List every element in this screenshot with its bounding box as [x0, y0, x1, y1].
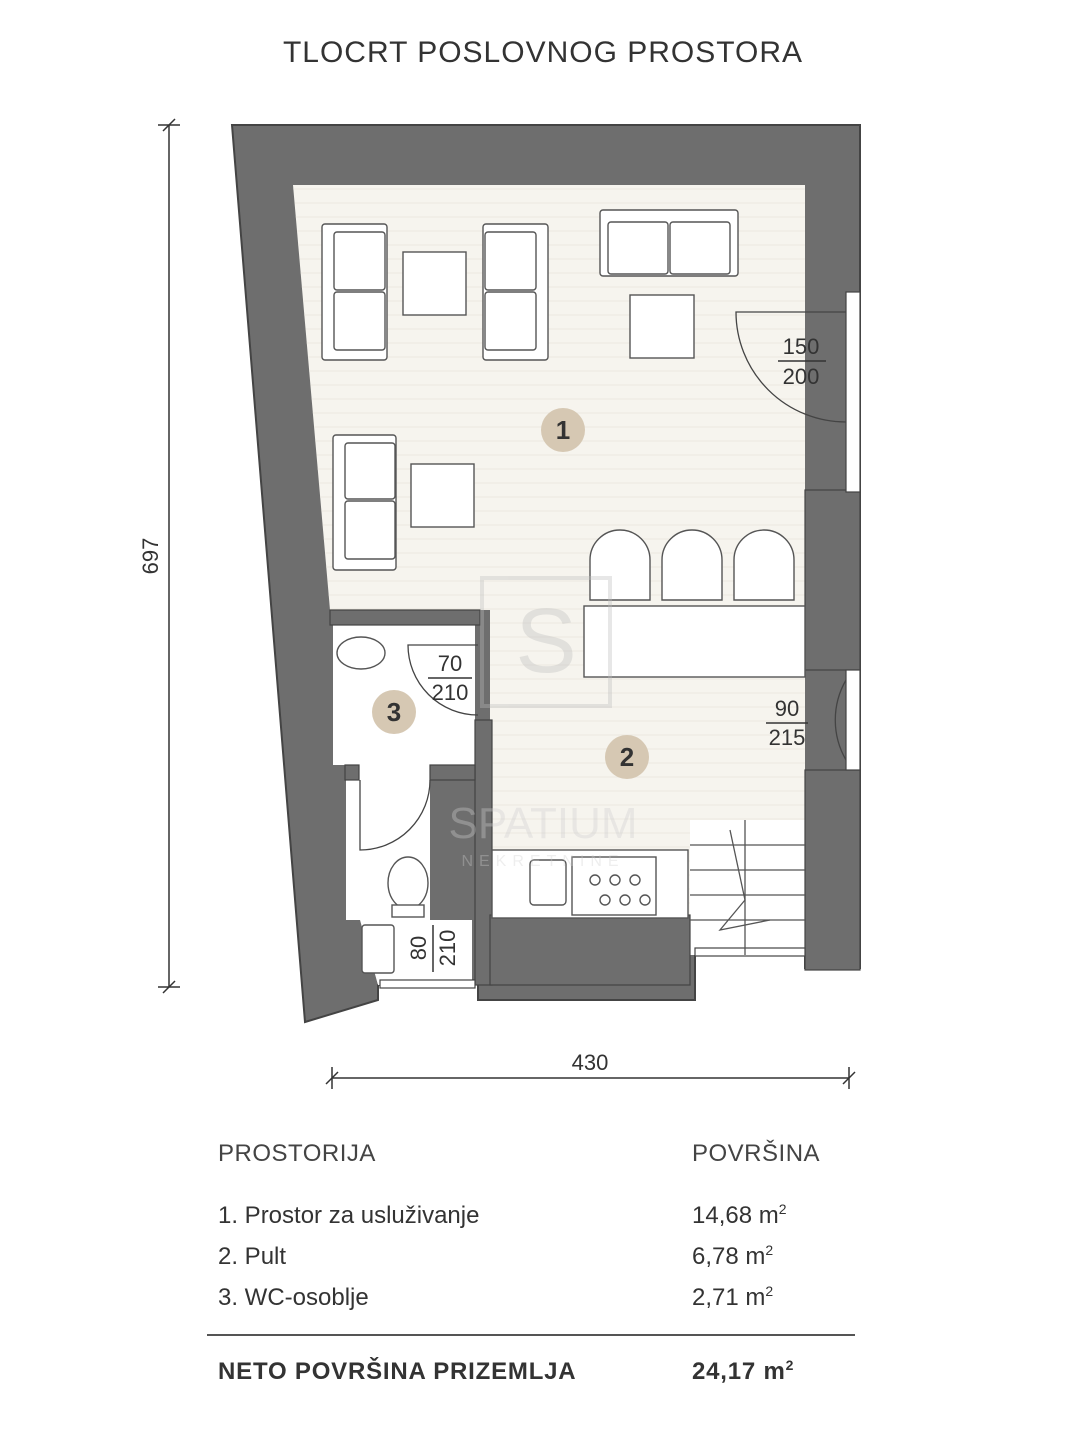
door-4-width: 80	[406, 935, 431, 961]
table-header-area: POVRŠINA	[692, 1140, 821, 1167]
door-1-width: 150	[782, 334, 820, 359]
bar-stool-2	[662, 530, 722, 600]
room-row-1-name: 1. Prostor za usluživanje	[218, 1202, 480, 1229]
room-row-1-area-exp: 2	[778, 1201, 787, 1217]
room-row-2-area-exp: 2	[765, 1242, 774, 1258]
toilet	[388, 857, 428, 909]
bar-stool-3	[734, 530, 794, 600]
width-dimension	[326, 1050, 855, 1089]
height-dimension	[138, 119, 180, 993]
table-divider	[207, 1334, 855, 1336]
page-title: TLOCRT POSLOVNOG PROSTORA	[282, 36, 804, 69]
room-row-3-area	[692, 1284, 773, 1312]
door-1-height: 200	[782, 364, 820, 389]
width-dimension-label: 430	[571, 1050, 609, 1075]
total-area	[692, 1358, 794, 1386]
watermark-sub: NEKRETNINE	[461, 853, 625, 870]
door-4-height: 210	[435, 929, 460, 967]
room-3-marker-label: 3	[386, 697, 402, 727]
bar-stool-1	[590, 530, 650, 600]
room-row-3-name: 3. WC-osoblje	[218, 1284, 369, 1311]
table-3	[411, 464, 474, 527]
door-2-width: 70	[437, 651, 463, 676]
room-row-2-area	[692, 1243, 773, 1271]
room-row-3-area-value: 2,71 m	[692, 1284, 766, 1311]
table-2	[630, 295, 694, 358]
room-2-marker-label: 2	[619, 742, 635, 772]
total-area-value: 24,17 m	[692, 1358, 786, 1385]
table-1	[403, 252, 466, 315]
room-row-2-area-value: 6,78 m	[692, 1243, 766, 1270]
watermark-logo-letter: S	[515, 590, 577, 692]
door-3-width: 90	[774, 696, 800, 721]
door-3-height: 215	[768, 725, 806, 750]
stair-floor	[690, 820, 805, 955]
total-label: NETO POVRŠINA PRIZEMLJA	[218, 1358, 577, 1385]
total-area-exp: 2	[785, 1357, 795, 1373]
height-dimension-label: 697	[138, 537, 163, 575]
room-row-2-name: 2. Pult	[218, 1243, 287, 1270]
room-row-1-area	[692, 1202, 787, 1230]
watermark-brand: SPATIUM	[448, 799, 638, 848]
bar-counter	[584, 606, 805, 677]
door-2-height: 210	[431, 680, 469, 705]
washbasin	[337, 637, 385, 669]
room-row-3-area-exp: 2	[765, 1283, 774, 1299]
room-1-marker-label: 1	[555, 415, 571, 445]
room-row-1-area-value: 14,68 m	[692, 1202, 779, 1229]
table-header-room: PROSTORIJA	[218, 1140, 376, 1167]
wc-washbasin	[362, 925, 394, 973]
